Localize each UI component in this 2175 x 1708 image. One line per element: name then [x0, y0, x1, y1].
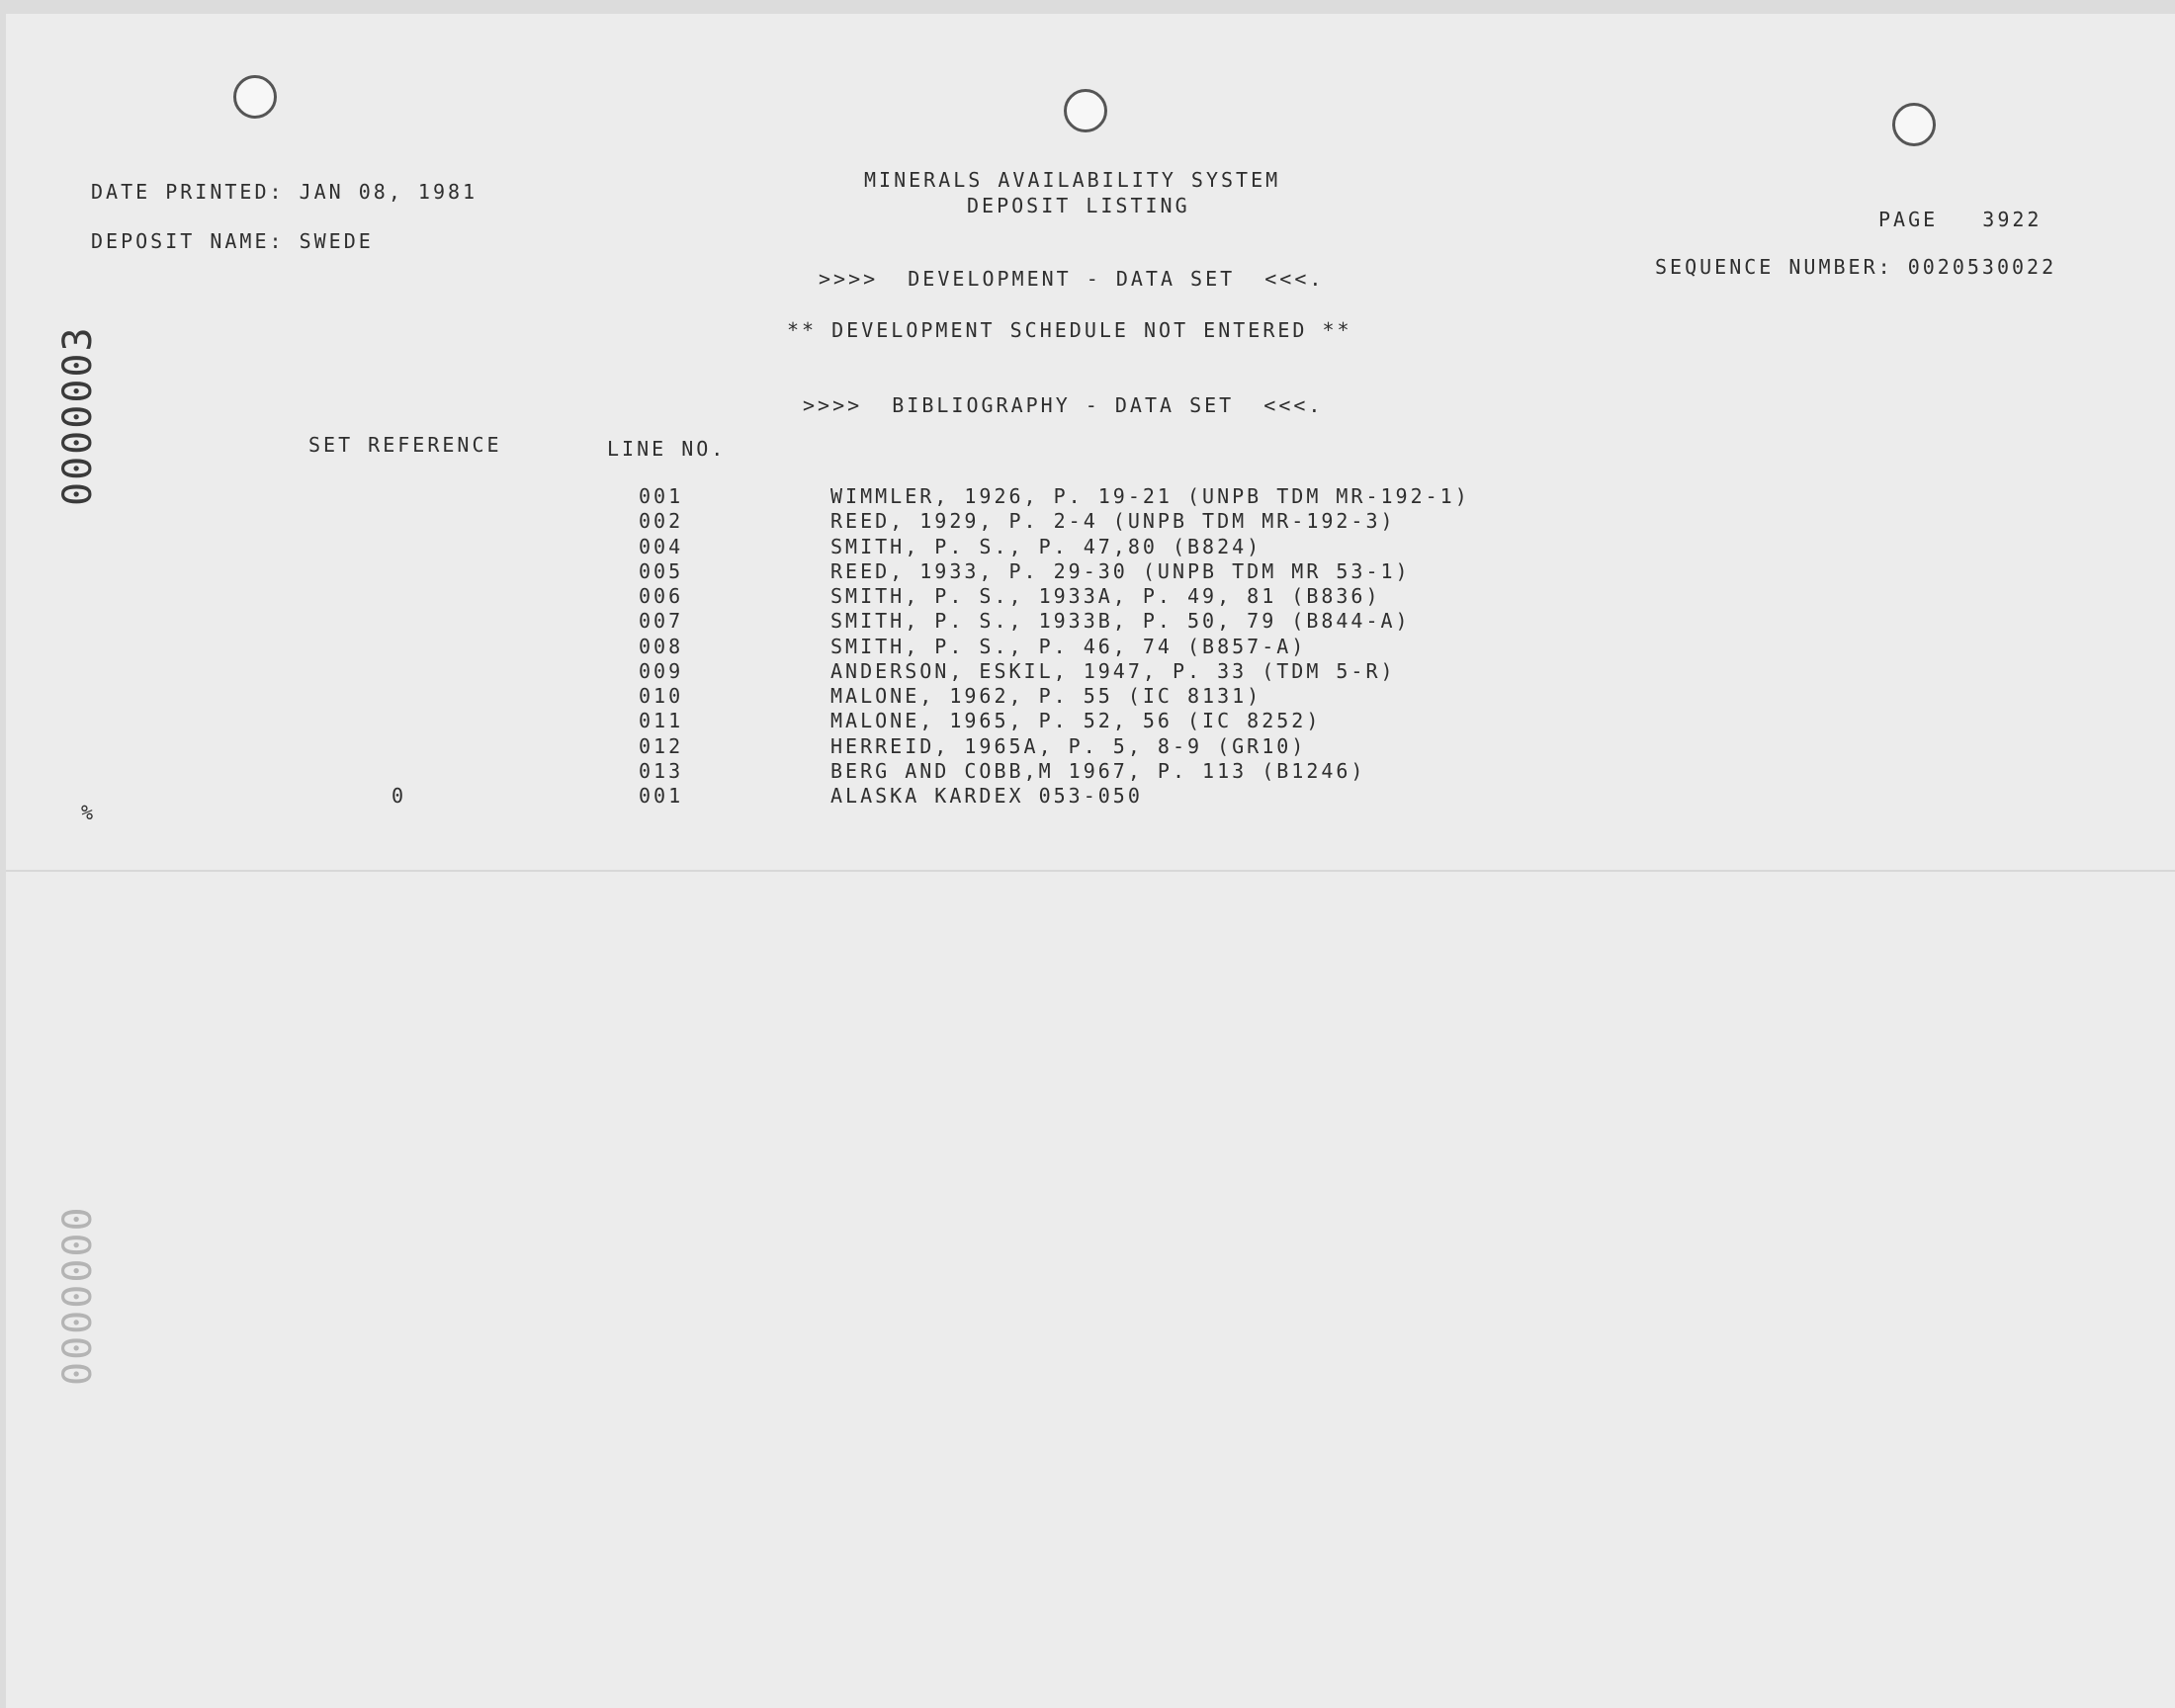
reference-text-cell: WIMMLER, 1926, P. 19-21 (UNPB TDM MR-192-1) — [830, 484, 1470, 508]
line-number-cell: 001 — [639, 484, 684, 508]
system-title: MINERALS AVAILABILITY SYSTEM — [864, 168, 1281, 192]
page-number — [1878, 208, 2042, 231]
sequence-value: 0020530022 — [1907, 255, 2057, 279]
reference-text-cell: ANDERSON, ESKIL, 1947, P. 33 (TDM 5-R) — [830, 659, 1396, 683]
reference-text-cell: SMITH, P. S., P. 46, 74 (B857-A) — [830, 635, 1307, 658]
sequence-label: SEQUENCE NUMBER: — [1655, 255, 1893, 279]
line-number-cell: 006 — [639, 584, 684, 608]
sequence-number — [1655, 255, 2056, 279]
deposit-name-value: SWEDE — [299, 229, 374, 253]
reference-text-cell: REED, 1929, P. 2-4 (UNPB TDM MR-192-3) — [830, 509, 1396, 533]
column-header-line-no: LINE NO. — [607, 437, 727, 461]
page-value: 3922 — [1982, 208, 2043, 231]
development-section-title: >>>> DEVELOPMENT - DATA SET <<<. — [819, 267, 1325, 291]
listing-title: DEPOSIT LISTING — [967, 194, 1190, 217]
reference-text-cell: SMITH, P. S., P. 47,80 (B824) — [830, 535, 1262, 558]
end-marker: % — [81, 801, 97, 824]
reference-text-cell: REED, 1933, P. 29-30 (UNPB TDM MR 53-1) — [830, 559, 1411, 583]
reference-text-cell: SMITH, P. S., 1933B, P. 50, 79 (B844-A) — [830, 609, 1411, 633]
punch-hole-right — [1892, 103, 1936, 146]
date-printed-value: JAN 08, 1981 — [299, 180, 478, 204]
reference-text-cell: ALASKA KARDEX 053-050 — [830, 784, 1143, 808]
line-number-cell: 011 — [639, 709, 684, 732]
punch-hole-left — [233, 75, 277, 119]
page-label: PAGE — [1878, 208, 1939, 231]
reference-text-cell: MALONE, 1962, P. 55 (IC 8131) — [830, 684, 1262, 708]
side-number-bottom: 0000000 — [55, 1205, 101, 1386]
reference-text-cell: BERG AND COBB,M 1967, P. 113 (B1246) — [830, 759, 1366, 783]
line-number-cell: 009 — [639, 659, 684, 683]
side-number-top: 0000003 — [55, 325, 101, 506]
set-reference-cell: 0 — [392, 784, 407, 808]
date-printed-label: DATE PRINTED: — [91, 180, 285, 204]
line-number-cell: 005 — [639, 559, 684, 583]
column-header-set-reference: SET REFERENCE — [308, 433, 502, 457]
development-notice: ** DEVELOPMENT SCHEDULE NOT ENTERED ** — [787, 318, 1352, 342]
line-number-cell: 008 — [639, 635, 684, 658]
line-number-cell: 013 — [639, 759, 684, 783]
reference-text-cell: MALONE, 1965, P. 52, 56 (IC 8252) — [830, 709, 1322, 732]
punch-hole-center — [1064, 89, 1107, 132]
line-number-cell: 002 — [639, 509, 684, 533]
reference-text-cell: SMITH, P. S., 1933A, P. 49, 81 (B836) — [830, 584, 1381, 608]
line-number-cell: 001 — [639, 784, 684, 808]
line-number-cell: 012 — [639, 734, 684, 758]
deposit-name-label: DEPOSIT NAME: — [91, 229, 285, 253]
deposit-name — [91, 229, 374, 253]
bibliography-section-title: >>>> BIBLIOGRAPHY - DATA SET <<<. — [803, 393, 1324, 417]
page-fold-line — [6, 870, 2175, 872]
line-number-cell: 010 — [639, 684, 684, 708]
line-number-cell: 007 — [639, 609, 684, 633]
date-printed — [91, 180, 478, 204]
line-number-cell: 004 — [639, 535, 684, 558]
reference-text-cell: HERREID, 1965A, P. 5, 8-9 (GR10) — [830, 734, 1307, 758]
